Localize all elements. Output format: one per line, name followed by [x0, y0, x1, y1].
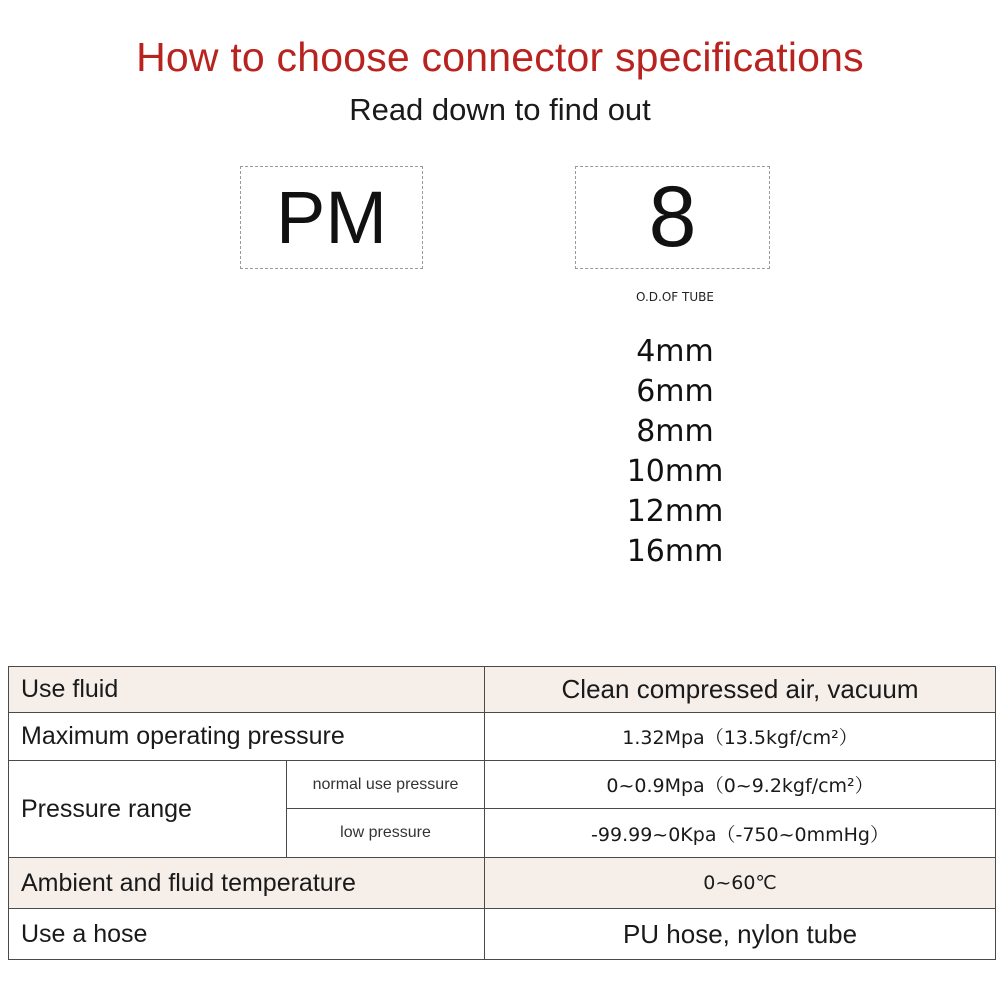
- temperature-value: 0~60℃: [485, 858, 996, 909]
- low-pressure-label: low pressure: [287, 809, 485, 858]
- table-row: [9, 909, 996, 960]
- size-option: 16mm: [626, 534, 724, 569]
- page-subtitle: Read down to find out: [349, 92, 651, 127]
- low-pressure-value: -99.99~0Kpa（-750~0mmHg）: [485, 809, 996, 858]
- size-option: 12mm: [626, 494, 724, 529]
- normal-pressure-value: 0~0.9Mpa（0~9.2kgf/cm²）: [485, 761, 996, 809]
- size-option: 6mm: [636, 374, 714, 409]
- size-option: 4mm: [636, 334, 714, 369]
- page-title: How to choose connector specifications: [136, 34, 864, 80]
- max-pressure-label: Maximum operating pressure: [9, 713, 485, 761]
- model-size-box: [575, 166, 770, 269]
- use-fluid-label: Use fluid: [9, 667, 485, 713]
- table-row: [9, 761, 996, 809]
- pressure-range-label: Pressure range: [9, 761, 287, 858]
- hose-value: PU hose, nylon tube: [485, 909, 996, 960]
- normal-pressure-label: normal use pressure: [287, 761, 485, 809]
- size-options-list: [575, 332, 775, 572]
- model-prefix: PM: [276, 176, 387, 259]
- size-option: 8mm: [636, 414, 714, 449]
- hose-label: Use a hose: [9, 909, 485, 960]
- temperature-label: Ambient and fluid temperature: [9, 858, 485, 909]
- use-fluid-value: Clean compressed air, vacuum: [485, 667, 996, 713]
- spec-table: [8, 666, 996, 960]
- model-prefix-box: [240, 166, 423, 269]
- max-pressure-value: 1.32Mpa（13.5kgf/cm²）: [485, 713, 996, 761]
- model-size: 8: [648, 169, 697, 265]
- table-row: [9, 858, 996, 909]
- table-row: [9, 713, 996, 761]
- table-row: [9, 667, 996, 713]
- size-caption: O.D.OF TUBE: [636, 290, 714, 304]
- size-option: 10mm: [626, 454, 724, 489]
